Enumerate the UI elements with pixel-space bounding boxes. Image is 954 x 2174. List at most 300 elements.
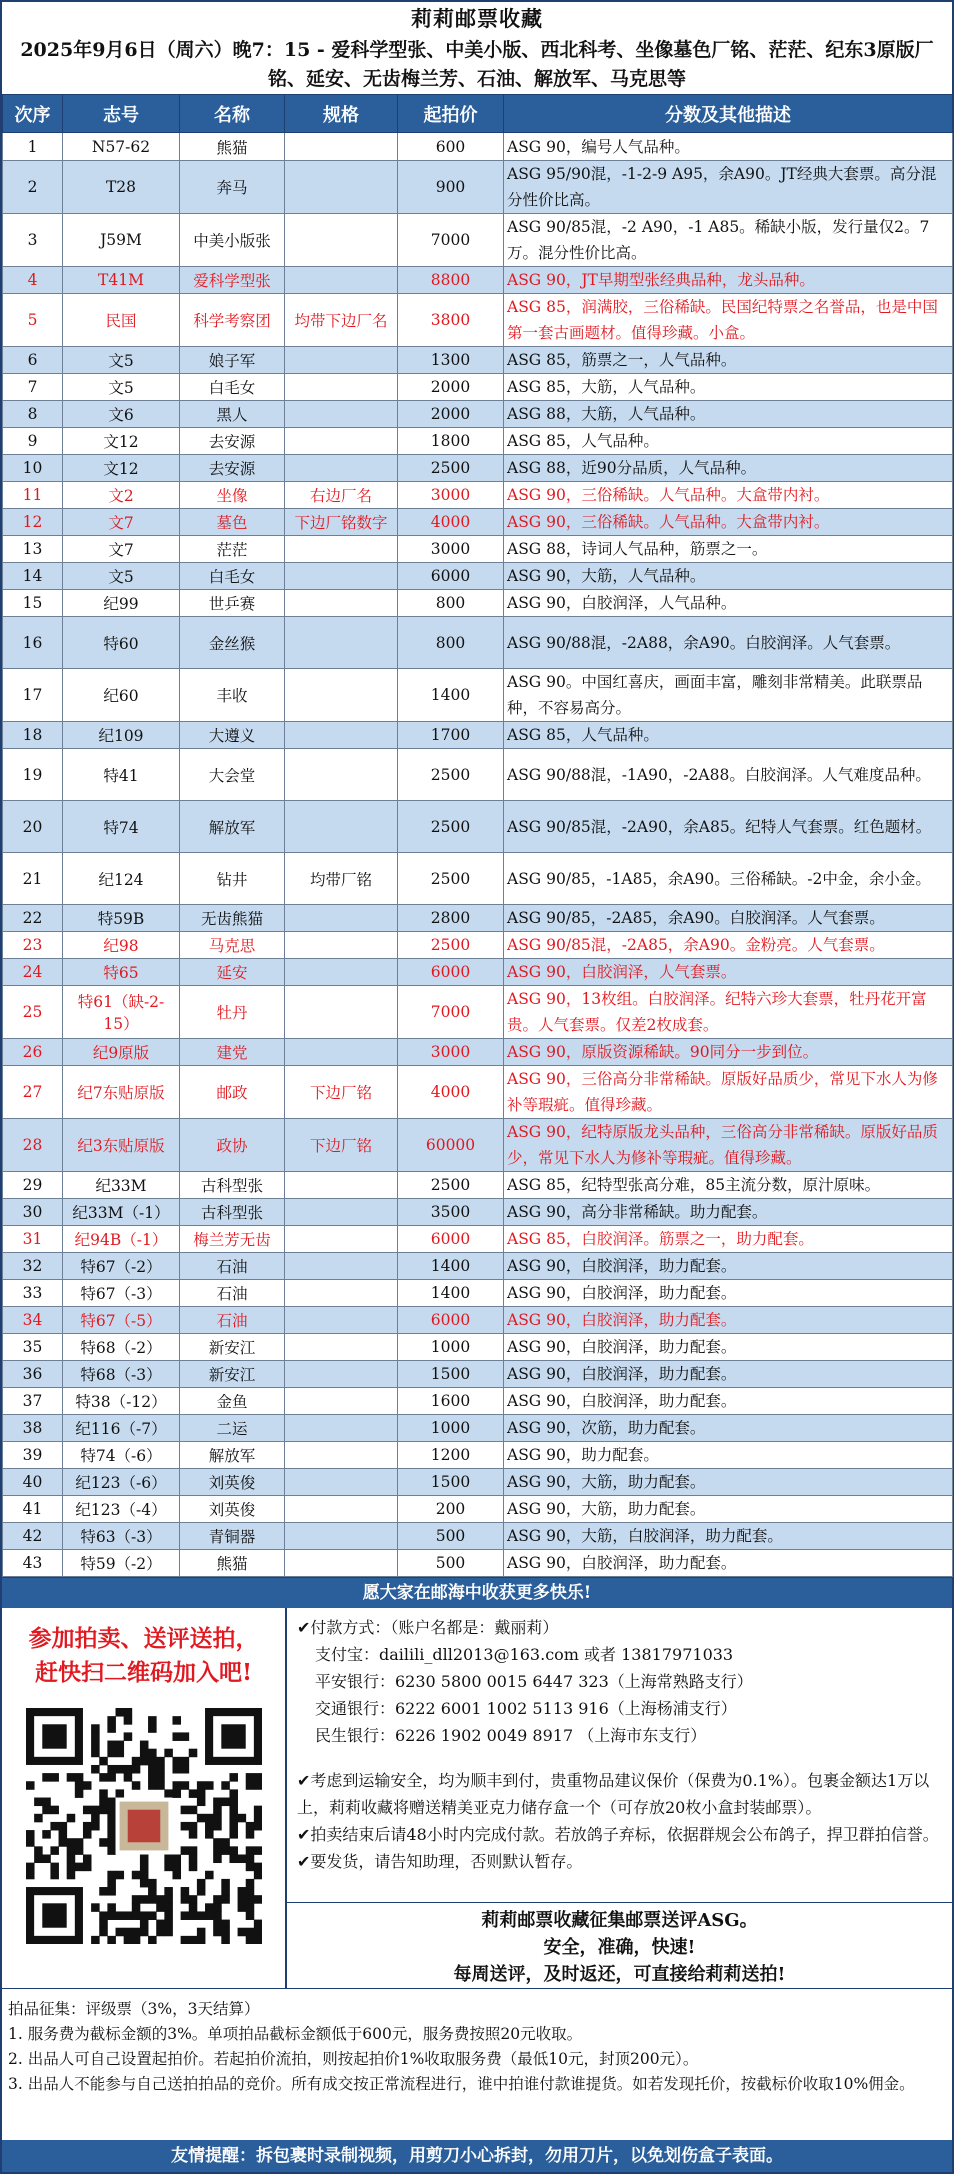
payment-panel xyxy=(287,1608,952,1988)
lot-number: 1 xyxy=(3,133,63,161)
lot-code: 纪7东贴原版 xyxy=(63,1066,180,1119)
lot-code: N57-62 xyxy=(63,133,180,161)
table-row xyxy=(3,1039,953,1066)
lot-spec xyxy=(285,1442,398,1469)
table-row xyxy=(3,455,953,482)
lot-spec: 下边厂铭数字 xyxy=(285,509,398,536)
lot-price: 2000 xyxy=(398,374,504,401)
rule-item: 1. 服务费为截标金额的3%。单项拍品截标金额低于600元，服务费按照20元收取。 xyxy=(8,2025,583,2043)
payment-line: 交通银行：6222 6001 1002 5113 916（上海杨浦支行） xyxy=(315,1699,737,1718)
lot-price: 500 xyxy=(398,1523,504,1550)
lot-description: ASG 90，白胶润泽，助力配套。 xyxy=(504,1280,953,1307)
lot-code: 特65 xyxy=(63,959,180,986)
table-row xyxy=(3,590,953,617)
lot-code: 文6 xyxy=(63,401,180,428)
lot-number: 43 xyxy=(3,1550,63,1577)
slogan-line: 莉莉邮票收藏征集邮票送评ASG。 xyxy=(481,1910,758,1931)
lot-number: 5 xyxy=(3,294,63,347)
lot-number: 6 xyxy=(3,347,63,374)
lot-spec xyxy=(285,986,398,1039)
lot-number: 27 xyxy=(3,1066,63,1119)
qr-code-icon[interactable] xyxy=(26,1708,262,1944)
lot-spec xyxy=(285,536,398,563)
lot-name: 梅兰芳无齿 xyxy=(180,1226,285,1253)
lot-name: 无齿熊猫 xyxy=(180,905,285,932)
lot-price: 800 xyxy=(398,617,504,669)
lot-spec xyxy=(285,669,398,722)
lot-name: 去安源 xyxy=(180,455,285,482)
lot-price: 3000 xyxy=(398,1039,504,1066)
table-row xyxy=(3,1388,953,1415)
payment-line: 支付宝：dailili_dll2013@163.com 或者 13817971033 xyxy=(315,1645,734,1664)
lot-code: 纪116（-7） xyxy=(63,1415,180,1442)
lot-spec xyxy=(285,959,398,986)
table-row xyxy=(3,801,953,853)
lot-price: 1500 xyxy=(398,1361,504,1388)
lot-name: 石油 xyxy=(180,1253,285,1280)
column-header: 名称 xyxy=(180,95,285,133)
lot-description: ASG 90/85混，-2A90，余A85。纪特人气套票。红色题材。 xyxy=(504,801,953,853)
lot-name: 奔马 xyxy=(180,161,285,214)
lot-spec: 均带下边厂名 xyxy=(285,294,398,347)
lot-description: ASG 90，大筋，助力配套。 xyxy=(504,1469,953,1496)
lot-description: ASG 90，大筋，白胶润泽，助力配套。 xyxy=(504,1523,953,1550)
lot-spec xyxy=(285,801,398,853)
lot-number: 34 xyxy=(3,1307,63,1334)
lot-number: 38 xyxy=(3,1415,63,1442)
table-row xyxy=(3,1415,953,1442)
lot-name: 去安源 xyxy=(180,428,285,455)
table-row xyxy=(3,267,953,294)
lot-price: 4000 xyxy=(398,1066,504,1119)
lot-number: 9 xyxy=(3,428,63,455)
lot-number: 13 xyxy=(3,536,63,563)
lot-price: 1600 xyxy=(398,1388,504,1415)
lot-number: 35 xyxy=(3,1334,63,1361)
lot-description: ASG 90/85，-1A85，余A90。三俗稀缺。-2中金，余小金。 xyxy=(504,853,953,905)
lot-spec: 右边厂名 xyxy=(285,482,398,509)
promo-line: 赶快扫二维码加入吧! xyxy=(34,1659,253,1686)
lot-number: 18 xyxy=(3,722,63,749)
lot-description: ASG 85，纪特型张高分难，85主流分数，原汁原味。 xyxy=(504,1172,953,1199)
lot-description: ASG 95/90混，-1-2-9 A95，余A90。JT经典大套票。高分混分性价比高。 xyxy=(504,161,953,214)
lot-name: 解放军 xyxy=(180,801,285,853)
lot-description: ASG 90，三俗稀缺。人气品种。大盒带内衬。 xyxy=(504,509,953,536)
column-header: 志号 xyxy=(63,95,180,133)
table-row xyxy=(3,1469,953,1496)
lot-spec xyxy=(285,1496,398,1523)
lot-price: 500 xyxy=(398,1550,504,1577)
table-row xyxy=(3,1307,953,1334)
lot-price: 1000 xyxy=(398,1334,504,1361)
lot-price: 6000 xyxy=(398,959,504,986)
lot-name: 丰收 xyxy=(180,669,285,722)
lot-price: 1300 xyxy=(398,347,504,374)
lot-price: 2000 xyxy=(398,401,504,428)
table-row xyxy=(3,347,953,374)
table-row xyxy=(3,401,953,428)
consignment-rules xyxy=(2,1989,952,2142)
lot-code: T41M xyxy=(63,267,180,294)
lot-price: 3000 xyxy=(398,482,504,509)
auction-subtitle: 2025年9月6日（周六）晚7：15 - 爱科学型张、中美小版、西北科考、坐像墓色厂铭、茫茫、纪东3原版厂铭、延安、无齿梅兰芳、石油、解放军、马克思等 xyxy=(20,39,934,90)
lot-spec xyxy=(285,722,398,749)
lot-code: 特68（-3） xyxy=(63,1361,180,1388)
lot-number: 37 xyxy=(3,1388,63,1415)
column-header: 规格 xyxy=(285,95,398,133)
lot-price: 60000 xyxy=(398,1119,504,1172)
lot-price: 1800 xyxy=(398,428,504,455)
lot-name: 新安江 xyxy=(180,1361,285,1388)
lot-code: J59M xyxy=(63,214,180,267)
lot-price: 2500 xyxy=(398,749,504,801)
lot-number: 23 xyxy=(3,932,63,959)
lot-description: ASG 90/88混，-1A90，-2A88。白胶润泽。人气难度品种。 xyxy=(504,749,953,801)
lot-price: 2500 xyxy=(398,1172,504,1199)
lot-price: 2500 xyxy=(398,455,504,482)
lot-code: 文7 xyxy=(63,509,180,536)
rules-heading: 拍品征集：评级票（3%，3天结算） xyxy=(8,2000,260,2018)
lot-description: ASG 90，白胶润泽，助力配套。 xyxy=(504,1307,953,1334)
lot-description: ASG 90，大筋，助力配套。 xyxy=(504,1496,953,1523)
table-row xyxy=(3,1172,953,1199)
lot-spec xyxy=(285,455,398,482)
table-row xyxy=(3,749,953,801)
lot-number: 31 xyxy=(3,1226,63,1253)
lot-description: ASG 88，诗词人气品种，筋票之一。 xyxy=(504,536,953,563)
payment-line: 平安银行：6230 5800 0015 6447 323（上海常熟路支行） xyxy=(315,1672,753,1691)
lot-description: ASG 85，大筋，人气品种。 xyxy=(504,374,953,401)
lot-spec xyxy=(285,133,398,161)
lot-code: 文12 xyxy=(63,428,180,455)
lot-code: 纪123（-4） xyxy=(63,1496,180,1523)
lot-description: ASG 90，白胶润泽，人气套票。 xyxy=(504,959,953,986)
lot-spec xyxy=(285,1280,398,1307)
table-row xyxy=(3,482,953,509)
lot-name: 金鱼 xyxy=(180,1388,285,1415)
table-row xyxy=(3,1119,953,1172)
lot-description: ASG 90，纪特原版龙头品种，三俗高分非常稀缺。原版好品质少，常见下水人为修补等瑕疵。值得珍藏。 xyxy=(504,1119,953,1172)
lot-number: 3 xyxy=(3,214,63,267)
lot-number: 30 xyxy=(3,1199,63,1226)
table-row xyxy=(3,133,953,161)
lot-name: 熊猫 xyxy=(180,133,285,161)
lot-name: 刘英俊 xyxy=(180,1496,285,1523)
promo-text xyxy=(2,1622,285,1690)
table-row xyxy=(3,1496,953,1523)
lot-code: 文12 xyxy=(63,455,180,482)
lot-number: 17 xyxy=(3,669,63,722)
lot-name: 马克思 xyxy=(180,932,285,959)
lot-code: T28 xyxy=(63,161,180,214)
table-row xyxy=(3,1253,953,1280)
wish-banner: 愿大家在邮海中收获更多快乐! xyxy=(2,1577,952,1608)
promo-line: 参加拍卖、送评送拍， xyxy=(28,1625,259,1652)
table-row xyxy=(3,428,953,455)
lot-spec xyxy=(285,347,398,374)
lot-spec xyxy=(285,563,398,590)
lot-spec: 下边厂铭 xyxy=(285,1066,398,1119)
lot-spec xyxy=(285,1226,398,1253)
lot-code: 文5 xyxy=(63,347,180,374)
lot-code: 特38（-12） xyxy=(63,1388,180,1415)
lot-description: ASG 90，助力配套。 xyxy=(504,1442,953,1469)
table-row xyxy=(3,1442,953,1469)
lot-spec xyxy=(285,267,398,294)
lot-number: 8 xyxy=(3,401,63,428)
lot-description: ASG 90，三俗高分非常稀缺。原版好品质少，常见下水人为修补等瑕疵。值得珍藏。 xyxy=(504,1066,953,1119)
table-row xyxy=(3,1199,953,1226)
rule-item: 3. 出品人不能参与自己送拍拍品的竞价。所有成交按正常流程进行，谁中拍谁付款谁提货。如若发现托价，按截标价收取10%佣金。 xyxy=(8,2075,915,2093)
lot-number: 21 xyxy=(3,853,63,905)
lot-price: 2500 xyxy=(398,801,504,853)
lot-description: ASG 90，白胶润泽，人气品种。 xyxy=(504,590,953,617)
lot-price: 800 xyxy=(398,590,504,617)
lot-number: 36 xyxy=(3,1361,63,1388)
lot-spec xyxy=(285,1361,398,1388)
lot-code: 特60 xyxy=(63,617,180,669)
table-row xyxy=(3,1226,953,1253)
lot-description: ASG 85，人气品种。 xyxy=(504,428,953,455)
lot-price: 4000 xyxy=(398,509,504,536)
lot-spec xyxy=(285,401,398,428)
lot-number: 24 xyxy=(3,959,63,986)
lot-code: 纪9原版 xyxy=(63,1039,180,1066)
table-row xyxy=(3,1550,953,1577)
slogan-line: 每周送评，及时返还，可直接给莉莉送拍! xyxy=(453,1964,786,1985)
lot-description: ASG 90/88混，-2A88，余A90。白胶润泽。人气套票。 xyxy=(504,617,953,669)
lot-code: 纪94B（-1） xyxy=(63,1226,180,1253)
lot-price: 1000 xyxy=(398,1415,504,1442)
lot-spec xyxy=(285,214,398,267)
lot-description: ASG 88，近90分品质，人气品种。 xyxy=(504,455,953,482)
table-header-row xyxy=(3,95,953,133)
lot-spec xyxy=(285,374,398,401)
table-row xyxy=(3,509,953,536)
lot-code: 特67（-3） xyxy=(63,1280,180,1307)
payment-info xyxy=(287,1608,952,1903)
lot-spec xyxy=(285,617,398,669)
table-row xyxy=(3,161,953,214)
grading-slogan xyxy=(287,1903,952,1988)
lot-name: 新安江 xyxy=(180,1334,285,1361)
lot-description: ASG 90，JT早期型张经典品种，龙头品种。 xyxy=(504,267,953,294)
lot-code: 民国 xyxy=(63,294,180,347)
lot-price: 1500 xyxy=(398,1469,504,1496)
table-row xyxy=(3,959,953,986)
lot-number: 20 xyxy=(3,801,63,853)
lot-price: 200 xyxy=(398,1496,504,1523)
lot-spec xyxy=(285,428,398,455)
table-row xyxy=(3,214,953,267)
lot-number: 26 xyxy=(3,1039,63,1066)
lot-price: 6000 xyxy=(398,1307,504,1334)
payment-heading: ✔付款方式：（账户名都是：戴丽莉） xyxy=(297,1618,559,1637)
lot-description: ASG 85，润满胶，三俗稀缺。民国纪特票之名誉品，也是中国第一套古画题材。值得珍藏。小盒。 xyxy=(504,294,953,347)
lot-number: 12 xyxy=(3,509,63,536)
lot-description: ASG 90。中国红喜庆，画面丰富，雕刻非常精美。此联票品种，不容易高分。 xyxy=(504,669,953,722)
lot-code: 纪98 xyxy=(63,932,180,959)
lot-number: 16 xyxy=(3,617,63,669)
table-row xyxy=(3,932,953,959)
lot-spec xyxy=(285,590,398,617)
lot-price: 8800 xyxy=(398,267,504,294)
lot-price: 900 xyxy=(398,161,504,214)
lot-price: 7000 xyxy=(398,986,504,1039)
lot-number: 7 xyxy=(3,374,63,401)
lot-description: ASG 90，白胶润泽，助力配套。 xyxy=(504,1361,953,1388)
shipping-note: ✔考虑到运输安全，均为顺丰到付，贵重物品建议保价（保费为0.1%）。包裹金额达1万以上，莉莉收藏将赠送精美亚克力储存盒一个（可存放20枚小盒封装邮票）。 xyxy=(297,1771,930,1817)
lot-code: 特59（-2） xyxy=(63,1550,180,1577)
payment-line: 民生银行：6226 1902 0049 8917 （上海市东支行） xyxy=(315,1726,707,1745)
lot-name: 牡丹 xyxy=(180,986,285,1039)
lot-code: 文2 xyxy=(63,482,180,509)
lot-name: 爱科学型张 xyxy=(180,267,285,294)
lot-name: 刘英俊 xyxy=(180,1469,285,1496)
lot-spec xyxy=(285,1415,398,1442)
lot-number: 14 xyxy=(3,563,63,590)
lot-number: 19 xyxy=(3,749,63,801)
table-row xyxy=(3,294,953,347)
lot-code: 特41 xyxy=(63,749,180,801)
lot-name: 黑人 xyxy=(180,401,285,428)
storage-note: ✔要发货，请告知助理，否则默认暂存。 xyxy=(297,1852,583,1871)
table-row xyxy=(3,563,953,590)
column-header: 起拍价 xyxy=(398,95,504,133)
lot-price: 2500 xyxy=(398,853,504,905)
lot-price: 1700 xyxy=(398,722,504,749)
lot-price: 2500 xyxy=(398,932,504,959)
lot-number: 40 xyxy=(3,1469,63,1496)
lot-name: 石油 xyxy=(180,1307,285,1334)
lot-number: 39 xyxy=(3,1442,63,1469)
lot-name: 大会堂 xyxy=(180,749,285,801)
lot-code: 特74 xyxy=(63,801,180,853)
table-row xyxy=(3,669,953,722)
lot-spec xyxy=(285,1172,398,1199)
rule-item: 2. 出品人可自己设置起拍价。若起拍价流拍，则按起拍价1%收取服务费（最低10元，封顶200元）。 xyxy=(8,2050,699,2068)
lot-name: 坐像 xyxy=(180,482,285,509)
lot-number: 10 xyxy=(3,455,63,482)
lot-spec xyxy=(285,1523,398,1550)
lot-description: ASG 90，三俗稀缺。人气品种。大盒带内衬。 xyxy=(504,482,953,509)
lot-description: ASG 90/85混，-2 A90，-1 A85。稀缺小版，发行量仅2。7万。混分性价比高。 xyxy=(504,214,953,267)
table-row xyxy=(3,905,953,932)
lot-description: ASG 90，13枚组。白胶润泽。纪特六珍大套票，牡丹花开富贵。人气套票。仅差2枚成套。 xyxy=(504,986,953,1039)
lot-code: 特67（-2） xyxy=(63,1253,180,1280)
lot-name: 青铜器 xyxy=(180,1523,285,1550)
lot-number: 41 xyxy=(3,1496,63,1523)
lot-description: ASG 85，筋票之一，人气品种。 xyxy=(504,347,953,374)
lot-spec xyxy=(285,905,398,932)
lot-price: 1400 xyxy=(398,1253,504,1280)
lot-number: 32 xyxy=(3,1253,63,1280)
lot-number: 15 xyxy=(3,590,63,617)
lot-description: ASG 90，原版资源稀缺。90同分一步到位。 xyxy=(504,1039,953,1066)
table-row xyxy=(3,1066,953,1119)
lot-code: 特63（-3） xyxy=(63,1523,180,1550)
table-row xyxy=(3,1280,953,1307)
lot-price: 600 xyxy=(398,133,504,161)
table-row xyxy=(3,1334,953,1361)
lot-name: 大遵义 xyxy=(180,722,285,749)
lot-name: 古科型张 xyxy=(180,1199,285,1226)
lot-name: 解放军 xyxy=(180,1442,285,1469)
lot-description: ASG 90，白胶润泽，助力配套。 xyxy=(504,1334,953,1361)
lot-code: 文7 xyxy=(63,536,180,563)
lot-price: 6000 xyxy=(398,1226,504,1253)
payment-deadline-note: ✔拍卖结束后请48小时内完成付款。若放鸽子弃标，依据群规会公布鸽子，捍卫群拍信誉。 xyxy=(297,1825,939,1844)
lot-number: 33 xyxy=(3,1280,63,1307)
lot-description: ASG 90，高分非常稀缺。助力配套。 xyxy=(504,1199,953,1226)
lot-name: 娘子军 xyxy=(180,347,285,374)
lot-description: ASG 90，大筋，人气品种。 xyxy=(504,563,953,590)
table-row xyxy=(3,617,953,669)
lot-price: 1400 xyxy=(398,1280,504,1307)
lot-description: ASG 90，白胶润泽，助力配套。 xyxy=(504,1253,953,1280)
table-row xyxy=(3,536,953,563)
lot-code: 特74（-6） xyxy=(63,1442,180,1469)
lot-name: 茫茫 xyxy=(180,536,285,563)
lot-price: 7000 xyxy=(398,214,504,267)
lot-code: 纪124 xyxy=(63,853,180,905)
lot-number: 4 xyxy=(3,267,63,294)
friendly-reminder: 友情提醒：拆包裹时录制视频，用剪刀小心拆封，勿用刀片，以免划伤盒子表面。 xyxy=(2,2140,952,2172)
lot-code: 纪33M（-1） xyxy=(63,1199,180,1226)
lot-price: 3000 xyxy=(398,536,504,563)
promo-panel xyxy=(2,1608,287,1988)
lot-description: ASG 90，白胶润泽，助力配套。 xyxy=(504,1388,953,1415)
lot-code: 特61（缺-2-15） xyxy=(63,986,180,1039)
lot-spec xyxy=(285,1307,398,1334)
lot-name: 建党 xyxy=(180,1039,285,1066)
lot-name: 墓色 xyxy=(180,509,285,536)
table-row xyxy=(3,374,953,401)
lot-spec xyxy=(285,1388,398,1415)
lot-price: 1200 xyxy=(398,1442,504,1469)
column-header: 分数及其他描述 xyxy=(504,95,953,133)
lot-spec xyxy=(285,749,398,801)
lot-price: 6000 xyxy=(398,563,504,590)
lot-number: 2 xyxy=(3,161,63,214)
lot-spec: 下边厂铭 xyxy=(285,1119,398,1172)
info-section xyxy=(2,1608,952,1989)
lot-description: ASG 85，白胶润泽。筋票之一，助力配套。 xyxy=(504,1226,953,1253)
lot-code: 文5 xyxy=(63,563,180,590)
lot-spec xyxy=(285,1334,398,1361)
lot-description: ASG 90，白胶润泽，助力配套。 xyxy=(504,1550,953,1577)
lot-name: 石油 xyxy=(180,1280,285,1307)
lot-price: 1400 xyxy=(398,669,504,722)
lot-number: 25 xyxy=(3,986,63,1039)
lot-name: 白毛女 xyxy=(180,563,285,590)
lot-name: 金丝猴 xyxy=(180,617,285,669)
lot-code: 纪33M xyxy=(63,1172,180,1199)
lot-spec xyxy=(285,932,398,959)
lot-code: 纪60 xyxy=(63,669,180,722)
lot-number: 11 xyxy=(3,482,63,509)
lot-number: 22 xyxy=(3,905,63,932)
lot-number: 28 xyxy=(3,1119,63,1172)
lot-spec xyxy=(285,1550,398,1577)
lot-name: 世乒赛 xyxy=(180,590,285,617)
lot-spec xyxy=(285,1253,398,1280)
lot-spec xyxy=(285,161,398,214)
lot-description: ASG 90，次筋，助力配套。 xyxy=(504,1415,953,1442)
lots-table xyxy=(2,94,953,1577)
column-header: 次序 xyxy=(3,95,63,133)
table-row xyxy=(3,1361,953,1388)
